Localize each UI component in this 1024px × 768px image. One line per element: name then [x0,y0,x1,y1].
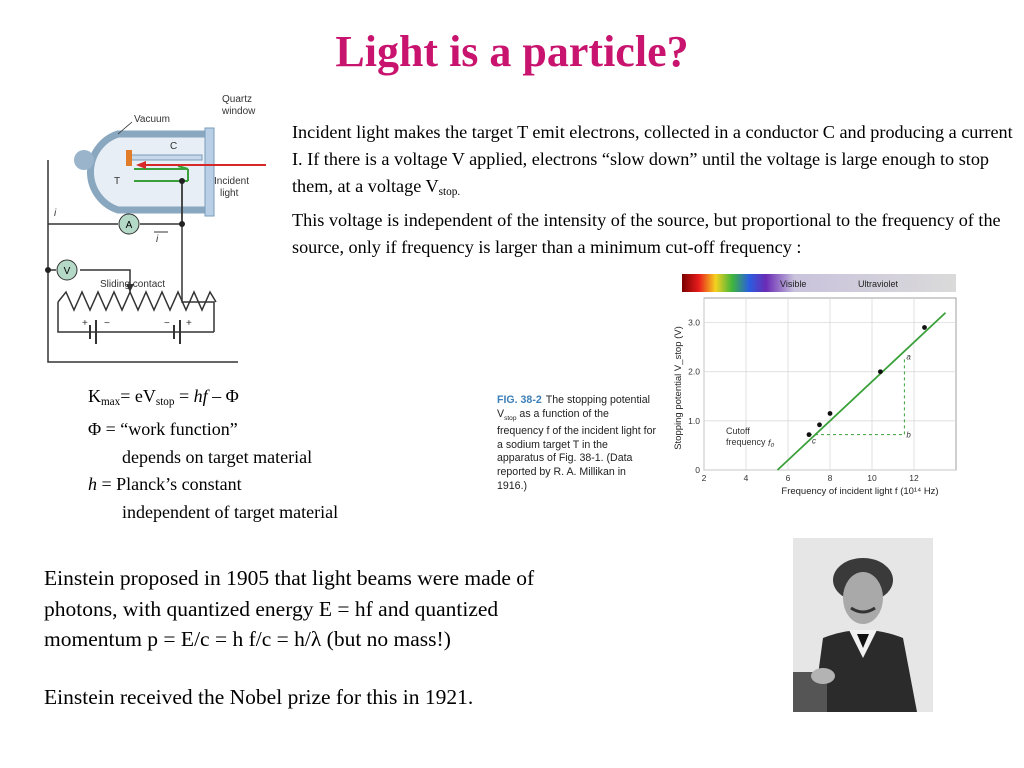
point-label-c: c [812,436,816,446]
nobel-text: Einstein received the Nobel prize for this in 1921. [44,685,474,709]
x-tick-label: 4 [743,473,749,483]
data-point [807,432,812,437]
data-point [817,422,822,427]
data-point [878,369,883,374]
intro-text [292,119,1017,261]
visible-band [682,274,766,292]
vacuum-tube [90,134,214,210]
svg-text:Sliding contact: Sliding contact [100,279,166,290]
work-function-line: Φ = “work function” [88,419,238,440]
x-tick-label: 6 [785,473,791,483]
stopping-potential-chart [668,270,968,502]
einstein-text [44,563,644,655]
ultraviolet-label: Ultraviolet [858,279,899,289]
target-t [126,150,132,166]
svg-text:−: − [164,318,170,329]
svg-text:light: light [220,188,239,199]
svg-text:Incident: Incident [214,176,250,187]
svg-text:C: C [170,141,178,152]
svg-text:−: − [104,318,110,329]
photoelectric-apparatus-diagram [38,92,270,367]
cutoff-label: Cutoff [726,426,750,436]
svg-text:A: A [125,220,133,231]
electrode-c [130,155,202,160]
y-tick-label: 1.0 [688,415,700,426]
svg-text:V: V [63,266,71,277]
x-tick-label: 10 [867,473,877,483]
target-contact [74,150,94,170]
svg-text:i: i [54,208,57,219]
point-label-b: b [906,430,911,440]
y-tick-label: 0 [695,465,700,475]
cutoff-label-2: frequency [726,437,766,447]
resistor [58,292,216,310]
x-tick-label: 12 [909,473,919,483]
x-tick-label: 8 [827,473,833,483]
planck-detail: independent of target material [122,501,339,522]
quartz-window [205,128,214,216]
einstein-line-2: photons, with quantized energy E = hf and quantized [44,596,499,621]
einstein-line-3: momentum p = E/c = h f/c = h/λ (but no mass!) [44,627,451,651]
data-point [828,411,833,416]
y-tick-label: 2.0 [688,366,700,377]
svg-text:T: T [114,176,121,187]
svg-text:i: i [156,234,159,245]
visible-label: Visible [780,279,807,289]
y-axis-label: Stopping potential V_stop (V) [673,326,684,450]
svg-text:window: window [222,106,256,117]
f0-label: f₀ [768,438,775,448]
x-axis-label: Frequency of incident light f (10¹⁴ Hz) [781,486,939,497]
figure-caption: FIG. 38-2 The stopping potential $V_{stop}$ as a function of the frequency f of the incident light for a sodium target T in the apparatus of Fig. 38-1. (Data reported by R. A. Millikan in 1916.) [497,394,656,492]
energy-equation: $K_{max}= eV_{stop}$ = hf – Φ [88,386,239,408]
x-tick-label: 2 [701,473,707,483]
work-function-detail: depends on target material [122,446,313,467]
y-tick-label: 3.0 [688,317,700,328]
point-label-a: a [906,352,911,362]
svg-text:+: + [186,318,192,329]
slide-title: Light is a particle? [335,27,689,76]
planck-line: h = Planck’s constant [88,474,242,495]
svg-text:+: + [82,318,88,329]
intro-paragraph-2: This voltage is independent of the intensity of the source, but proportional to the frequency of the source, only if frequency is larger than a minimum cut-off frequency : [292,209,1001,257]
intro-paragraph-1: Incident light makes the target T emit electrons, collected in a conductor C and producing a current I. If there is a voltage V applied, electrons “slow down” until the voltage is large enough to stop them, at a voltage $V_{stop.}$ [292,122,1013,199]
formula-block [88,383,338,526]
svg-text:Vacuum: Vacuum [134,114,170,125]
svg-text:Quartz: Quartz [222,94,253,105]
einstein-line-1: Einstein proposed in 1905 that light beams were made of [44,566,535,590]
data-point [922,325,927,330]
einstein-portrait-photo [793,538,933,712]
